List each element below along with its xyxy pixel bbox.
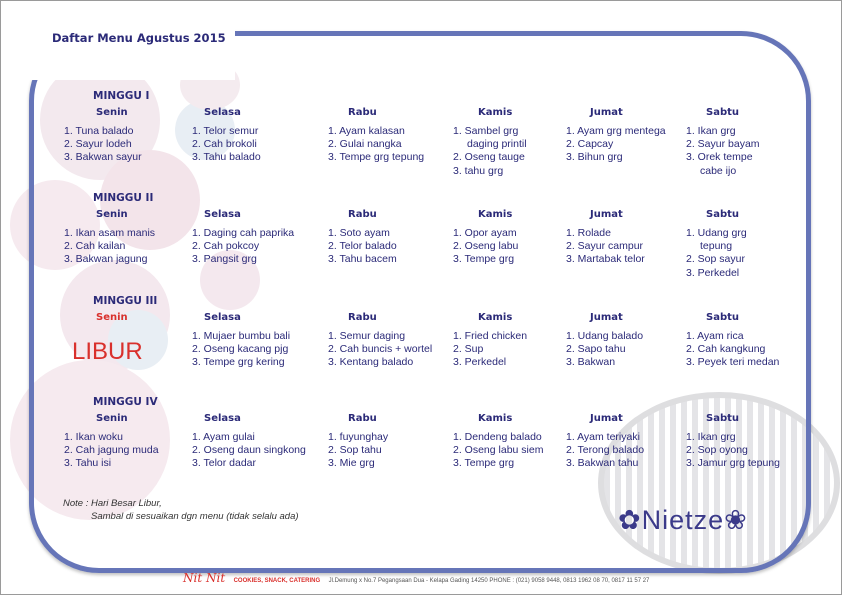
menu-item: 3. Tempe grg: [453, 457, 515, 470]
day-name: Jumat: [590, 107, 623, 118]
footer-brand: Nit Nit: [183, 571, 226, 585]
menu-item: 2. Cah kangkung: [686, 343, 766, 356]
menu-item: 3. Orek tempe cabe ijo: [686, 151, 753, 177]
menu-item: 1. Ayam kalasan: [328, 125, 405, 137]
menu-item: 1. Udang grg tepung: [686, 227, 747, 253]
day-name: Sabtu: [706, 413, 740, 424]
menu-item: 2. Oseng labu: [453, 240, 519, 253]
menu-item: 3. Bihun grg: [566, 151, 623, 164]
day-name: Kamis: [478, 312, 513, 323]
menu-item: 2. Oseng tauge: [453, 151, 525, 164]
day-name: Senin: [96, 107, 128, 118]
menu-item: 3. Perkedel: [686, 266, 740, 279]
menu-item: 2. Sop oyong: [686, 444, 748, 457]
menu-item: 1. Dendeng balado: [453, 431, 542, 443]
day-kamis: [453, 413, 560, 471]
menu-item: 3. Pangsit grg: [192, 253, 257, 266]
menu-item: 3. Bakwan tahu: [566, 457, 639, 470]
menu-item: 2. Oseng labu siem: [453, 444, 544, 457]
menu-item: 1. Sambel grg daging printil: [453, 125, 527, 151]
menu-item: 1. Mujaer bumbu bali: [192, 330, 291, 342]
menu-item: 1. Ayam rica: [686, 330, 744, 342]
menu-item: 3. Tahu bacem: [328, 253, 397, 266]
day-name: Kamis: [478, 413, 513, 424]
day-selasa: [192, 107, 322, 165]
day-senin: [64, 107, 186, 165]
day-name: Sabtu: [706, 209, 740, 220]
day-kamis: [453, 209, 560, 267]
day-rabu: [328, 413, 447, 471]
day-selasa: [192, 413, 322, 471]
day-name: Senin: [96, 312, 128, 323]
day-name: Jumat: [590, 209, 623, 220]
day-rabu: [328, 312, 447, 370]
day-name: Rabu: [348, 312, 377, 323]
day-name: Senin: [96, 413, 128, 424]
menu-item: 1. Ikan asam manis: [64, 227, 156, 239]
menu-item: 1. Ayam teriyaki: [566, 431, 640, 443]
day-name: Sabtu: [706, 107, 740, 118]
day-rabu: [328, 107, 447, 165]
menu-item: 1. Ikan grg: [686, 125, 736, 137]
day-senin: [64, 312, 186, 330]
menu-item: 3. Bakwan jagung: [64, 253, 148, 266]
day-sabtu: [686, 413, 798, 471]
menu-item: 2. Terong balado: [566, 444, 645, 457]
menu-item: 2. Gulai nangka: [328, 138, 402, 151]
menu-item: 1. Rolade: [566, 227, 611, 239]
day-kamis: [453, 107, 560, 178]
footer-tagline: COOKIES, SNACK, CATERING: [233, 578, 321, 584]
week-label: MINGGU IV: [93, 396, 158, 408]
day-sabtu: [686, 209, 798, 280]
frame-gap: [20, 20, 235, 80]
note-line-2: Sambal di sesuaikan dgn menu (tidak selalu ada): [91, 511, 299, 522]
menu-item: 3. Tempe grg kering: [192, 356, 285, 369]
menu-item: 3. Tempe grg tepung: [328, 151, 425, 164]
menu-item: 3. Bakwan sayur: [64, 151, 142, 164]
menu-item: 1. Semur daging: [328, 330, 406, 342]
menu-item: 2. Oseng kacang pjg: [192, 343, 289, 356]
note: [63, 497, 299, 523]
menu-item: 2. Sup: [453, 343, 484, 356]
menu-item: 1. Ayam gulai: [192, 431, 255, 443]
day-selasa: [192, 209, 322, 267]
day-name: Rabu: [348, 107, 377, 118]
day-name: Sabtu: [706, 312, 740, 323]
day-sabtu: [686, 107, 798, 178]
footer: [183, 569, 649, 587]
menu-item: 2. Cah brokoli: [192, 138, 257, 151]
holiday-label: LIBUR: [72, 338, 143, 365]
menu-item: 2. Cah buncis + wortel: [328, 343, 433, 356]
menu-item: 1. fuyunghay: [328, 431, 389, 443]
page-title: Daftar Menu Agustus 2015: [52, 31, 226, 45]
menu-item: 1. Soto ayam: [328, 227, 390, 239]
day-selasa: [192, 312, 322, 370]
menu-item: 2. Cah pokcoy: [192, 240, 260, 253]
menu-item: 1. Tuna balado: [64, 125, 134, 137]
day-sabtu: [686, 312, 798, 370]
menu-item: 3. Bakwan: [566, 356, 616, 369]
day-name: Selasa: [204, 312, 241, 323]
note-line-1: Note : Hari Besar Libur,: [63, 498, 162, 509]
day-jumat: [566, 312, 680, 370]
day-kamis: [453, 312, 560, 370]
menu-item: 2. Cah kailan: [64, 240, 126, 253]
menu-item: 1. Udang balado: [566, 330, 644, 342]
menu-item: 1. Telor semur: [192, 125, 259, 137]
day-jumat: [566, 107, 680, 165]
menu-item: 2. Sayur lodeh: [64, 138, 132, 151]
day-name: Kamis: [478, 209, 513, 220]
menu-item: 2. Oseng daun singkong: [192, 444, 306, 457]
menu-item: 1. Ikan woku: [64, 431, 123, 443]
menu-item: 2. Sapo tahu: [566, 343, 626, 356]
day-name: Kamis: [478, 107, 513, 118]
menu-item: 3. Tahu balado: [192, 151, 261, 164]
day-jumat: [566, 413, 680, 471]
day-senin: [64, 413, 186, 471]
menu-item: 2. Cah jagung muda: [64, 444, 159, 457]
menu-item: 2. Sop tahu: [328, 444, 382, 457]
week-label: MINGGU III: [93, 295, 158, 307]
menu-item: 3. Peyek teri medan: [686, 356, 780, 369]
week-label: MINGGU II: [93, 192, 154, 204]
menu-item: 3. Tahu isi: [64, 457, 112, 470]
signature-logo: ✿Nietze❀: [618, 505, 748, 535]
day-name: Rabu: [348, 413, 377, 424]
day-name: Senin: [96, 209, 128, 220]
day-name: Selasa: [204, 209, 241, 220]
day-name: Rabu: [348, 209, 377, 220]
menu-item: 3. Telor dadar: [192, 457, 257, 470]
menu-item: 3. Kentang balado: [328, 356, 414, 369]
menu-item: 3. Perkedel: [453, 356, 507, 369]
menu-item: 3. Tempe grg: [453, 253, 515, 266]
menu-item: 3. Mie grg: [328, 457, 375, 470]
menu-item: 3. tahu grg: [453, 164, 504, 177]
menu-item: 3. Jamur grg tepung: [686, 457, 780, 470]
day-name: Jumat: [590, 312, 623, 323]
day-senin: [64, 209, 186, 267]
menu-item: 1. Ikan grg: [686, 431, 736, 443]
menu-item: 1. Opor ayam: [453, 227, 517, 239]
day-name: Jumat: [590, 413, 623, 424]
menu-item: 2. Sayur bayam: [686, 138, 760, 151]
menu-item: 2. Telor balado: [328, 240, 397, 253]
menu-item: 2. Sayur campur: [566, 240, 644, 253]
menu-item: 1. Ayam grg mentega: [566, 125, 666, 137]
day-name: Selasa: [204, 413, 241, 424]
menu-item: 1. Daging cah paprika: [192, 227, 295, 239]
footer-address: Jl.Demung x No.7 Pegangsaan Dua - Kelapa Gading 14250 PHONE : (021) 9058 9448, 0813 1962 08 70, 0817 11 57 27: [328, 578, 650, 584]
menu-item: 1. Fried chicken: [453, 330, 528, 342]
day-name: Selasa: [204, 107, 241, 118]
week-label: MINGGU I: [93, 90, 150, 102]
menu-item: 2. Sop sayur: [686, 253, 745, 266]
menu-item: 2. Capcay: [566, 138, 614, 151]
day-rabu: [328, 209, 447, 267]
day-jumat: [566, 209, 680, 267]
menu-item: 3. Martabak telor: [566, 253, 645, 266]
